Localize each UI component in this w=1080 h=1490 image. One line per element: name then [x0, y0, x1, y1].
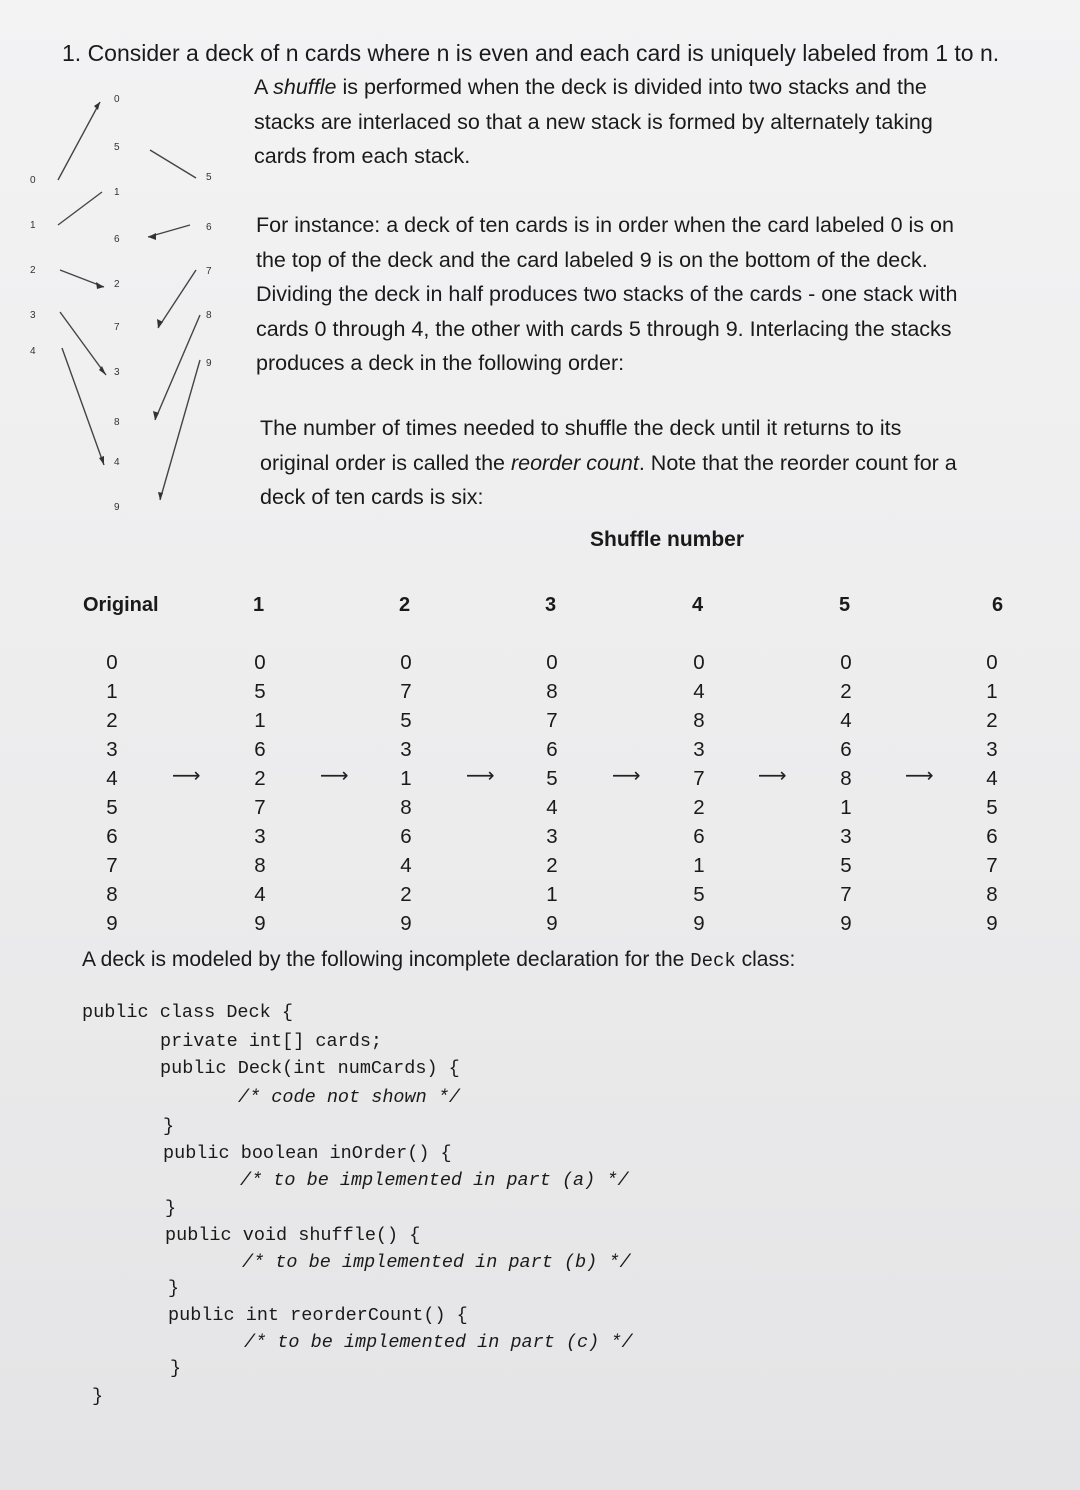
- table-cell: 9: [546, 912, 558, 935]
- right-arrow-icon: ⟶: [612, 765, 641, 787]
- table-cell: 7: [400, 680, 412, 703]
- example-paragraph: For instance: a deck of ten cards is in order when the card labeled 0 is on the top of the deck and the card labeled 9 is on the bottom of the deck. Dividing the deck in half produces two stacks of the cards - one stack with cards 0 through 4, the other with cards 5 through 9. Interlacing the stacks produces a deck in the following order:: [256, 213, 958, 375]
- table-cell: 9: [840, 912, 852, 935]
- left-label-2: 2: [30, 265, 36, 276]
- code-line: private int[] cards;: [160, 1031, 383, 1052]
- table-cell: 6: [254, 738, 266, 761]
- shuffle-header-1: 1: [253, 594, 265, 616]
- table-cell: 3: [840, 825, 852, 848]
- table-cell: 0: [986, 651, 998, 674]
- shuffle-column-3: [537, 648, 567, 938]
- table-cell: 1: [840, 796, 852, 819]
- table-cell: 3: [106, 738, 118, 761]
- table-cell: 5: [986, 796, 998, 819]
- table-cell: 4: [693, 680, 705, 703]
- right-arrow-icon: ⟶: [172, 765, 201, 787]
- middle-label-6: 3: [114, 367, 120, 378]
- table-cell: 9: [106, 912, 118, 935]
- table-cell: 3: [546, 825, 558, 848]
- middle-label-3: 6: [114, 234, 120, 245]
- table-cell: 9: [254, 912, 266, 935]
- reorder-count-term: reorder count: [510, 450, 639, 475]
- question-title: 1. Consider a deck of n cards where n is even and each card is uniquely labeled from 1 to n.: [62, 40, 1000, 66]
- table-cell: 8: [106, 883, 118, 906]
- table-cell: 5: [840, 854, 852, 877]
- table-cell: 1: [693, 854, 705, 877]
- original-column-header: Original: [83, 594, 159, 616]
- table-cell: 4: [254, 883, 266, 906]
- table-cell: 4: [840, 709, 852, 732]
- shuffle-header-2: 2: [399, 594, 411, 616]
- middle-label-7: 8: [114, 417, 120, 428]
- middle-label-5: 7: [114, 322, 120, 333]
- code-line: public Deck(int numCards) {: [160, 1058, 460, 1079]
- model-description: A deck is modeled by the following incomplete declaration for the Deck class:: [82, 948, 796, 972]
- table-cell: 3: [986, 738, 998, 761]
- table-cell: 7: [546, 709, 558, 732]
- arrow-line: [158, 270, 196, 328]
- right-arrow-icon: ⟶: [320, 765, 349, 787]
- left-label-1: 1: [30, 220, 36, 231]
- arrow-head: [158, 492, 163, 500]
- table-cell: 7: [840, 883, 852, 906]
- shuffle-header-4: 4: [692, 594, 704, 616]
- arrow-head: [99, 456, 104, 465]
- table-cell: 8: [400, 796, 412, 819]
- shuffle-header-3: 3: [545, 594, 557, 616]
- table-cell: 8: [986, 883, 998, 906]
- table-cell: 6: [400, 825, 412, 848]
- table-cell: 0: [840, 651, 852, 674]
- interlace-diagram-svg: [0, 80, 250, 530]
- table-cell: 2: [693, 796, 705, 819]
- middle-label-4: 2: [114, 279, 120, 290]
- class-name: Deck: [690, 950, 736, 972]
- left-label-3: 3: [30, 310, 36, 321]
- table-cell: 3: [693, 738, 705, 761]
- table-cell: 7: [693, 767, 705, 790]
- table-cell: 2: [546, 854, 558, 877]
- code-comment: /* to be implemented in part (c) */: [244, 1332, 633, 1353]
- table-cell: 8: [693, 709, 705, 732]
- table-cell: 2: [840, 680, 852, 703]
- table-cell: 1: [254, 709, 266, 732]
- table-cell: 2: [400, 883, 412, 906]
- arrow-head: [96, 282, 104, 289]
- table-cell: 0: [400, 651, 412, 674]
- table-cell: 7: [106, 854, 118, 877]
- table-cell: 4: [546, 796, 558, 819]
- arrow-line: [58, 192, 102, 225]
- table-cell: 1: [106, 680, 118, 703]
- middle-label-1: 5: [114, 142, 120, 153]
- arrow-head: [157, 319, 163, 328]
- right-arrow-icon: ⟶: [905, 765, 934, 787]
- table-cell: 2: [986, 709, 998, 732]
- table-cell: 8: [840, 767, 852, 790]
- table-cell: 0: [546, 651, 558, 674]
- table-cell: 5: [400, 709, 412, 732]
- table-cell: 9: [986, 912, 998, 935]
- table-cell: 3: [254, 825, 266, 848]
- table-cell: 6: [986, 825, 998, 848]
- code-line: }: [92, 1386, 104, 1407]
- middle-label-8: 4: [114, 457, 120, 468]
- arrow-line: [160, 360, 200, 500]
- table-cell: 0: [254, 651, 266, 674]
- table-cell: 2: [106, 709, 118, 732]
- table-cell: 7: [986, 854, 998, 877]
- table-cell: 0: [106, 651, 118, 674]
- arrow-line: [58, 102, 100, 180]
- code-comment: /* code not shown */: [238, 1087, 461, 1108]
- arrow-line: [150, 150, 196, 178]
- table-cell: 4: [106, 767, 118, 790]
- arrow-head: [94, 102, 100, 110]
- left-label-4: 4: [30, 346, 36, 357]
- right-arrow-icon: ⟶: [758, 765, 787, 787]
- right-arrow-icon: ⟶: [466, 765, 495, 787]
- table-cell: 8: [254, 854, 266, 877]
- original-column: [97, 648, 127, 938]
- table-cell: 5: [254, 680, 266, 703]
- code-line: public class Deck {: [82, 1002, 293, 1023]
- table-cell: 1: [400, 767, 412, 790]
- shuffle-column-5: [831, 648, 861, 938]
- right-label-2: 7: [206, 266, 212, 277]
- right-label-3: 8: [206, 310, 212, 321]
- table-cell: 0: [693, 651, 705, 674]
- table-cell: 7: [254, 796, 266, 819]
- table-cell: 6: [693, 825, 705, 848]
- table-cell: 5: [106, 796, 118, 819]
- shuffle-header-5: 5: [839, 594, 851, 616]
- table-cell: 1: [986, 680, 998, 703]
- table-cell: 6: [546, 738, 558, 761]
- shuffle-term: shuffle: [273, 75, 337, 99]
- table-cell: 9: [400, 912, 412, 935]
- table-cell: 8: [546, 680, 558, 703]
- code-line: }: [170, 1358, 182, 1379]
- table-cell: 4: [986, 767, 998, 790]
- code-line: public int reorderCount() {: [168, 1305, 468, 1326]
- right-label-4: 9: [206, 358, 212, 369]
- code-line: public void shuffle() {: [165, 1225, 421, 1246]
- middle-label-0: 0: [114, 94, 120, 105]
- reorder-count-paragraph: The number of times needed to shuffle the deck until it returns to its original order is called the reorder count. Note that the reorder count for a deck of ten cards is six:: [260, 416, 957, 509]
- arrow-line: [60, 312, 106, 375]
- table-cell: 5: [546, 767, 558, 790]
- shuffle-number-header: Shuffle number: [590, 528, 745, 551]
- right-label-1: 6: [206, 222, 212, 233]
- right-label-0: 5: [206, 172, 212, 183]
- shuffle-column-2: [391, 648, 421, 938]
- code-comment: /* to be implemented in part (b) */: [242, 1252, 631, 1273]
- code-line: }: [163, 1116, 175, 1137]
- shuffle-definition: A shuffle is performed when the deck is divided into two stacks and the stacks are interlaced so that a new stack is formed by alternately taking cards from each stack.: [254, 75, 933, 168]
- shuffle-header-6: 6: [992, 594, 1004, 616]
- arrow-line: [62, 348, 104, 465]
- arrow-line: [155, 315, 200, 420]
- table-cell: 3: [400, 738, 412, 761]
- middle-label-9: 9: [114, 502, 120, 513]
- left-label-0: 0: [30, 175, 36, 186]
- table-cell: 4: [400, 854, 412, 877]
- interlace-diagram: [0, 80, 250, 530]
- code-line: }: [168, 1278, 180, 1299]
- table-cell: 2: [254, 767, 266, 790]
- middle-label-2: 1: [114, 187, 120, 198]
- table-cell: 9: [693, 912, 705, 935]
- code-comment: /* to be implemented in part (a) */: [240, 1170, 629, 1191]
- code-line: }: [165, 1198, 177, 1219]
- arrow-head: [148, 233, 156, 240]
- table-cell: 6: [840, 738, 852, 761]
- shuffle-column-6: [977, 648, 1007, 938]
- table-cell: 1: [546, 883, 558, 906]
- table-cell: 5: [693, 883, 705, 906]
- shuffle-column-4: [684, 648, 714, 938]
- shuffle-column-1: [245, 648, 275, 938]
- code-line: public boolean inOrder() {: [163, 1143, 452, 1164]
- table-cell: 6: [106, 825, 118, 848]
